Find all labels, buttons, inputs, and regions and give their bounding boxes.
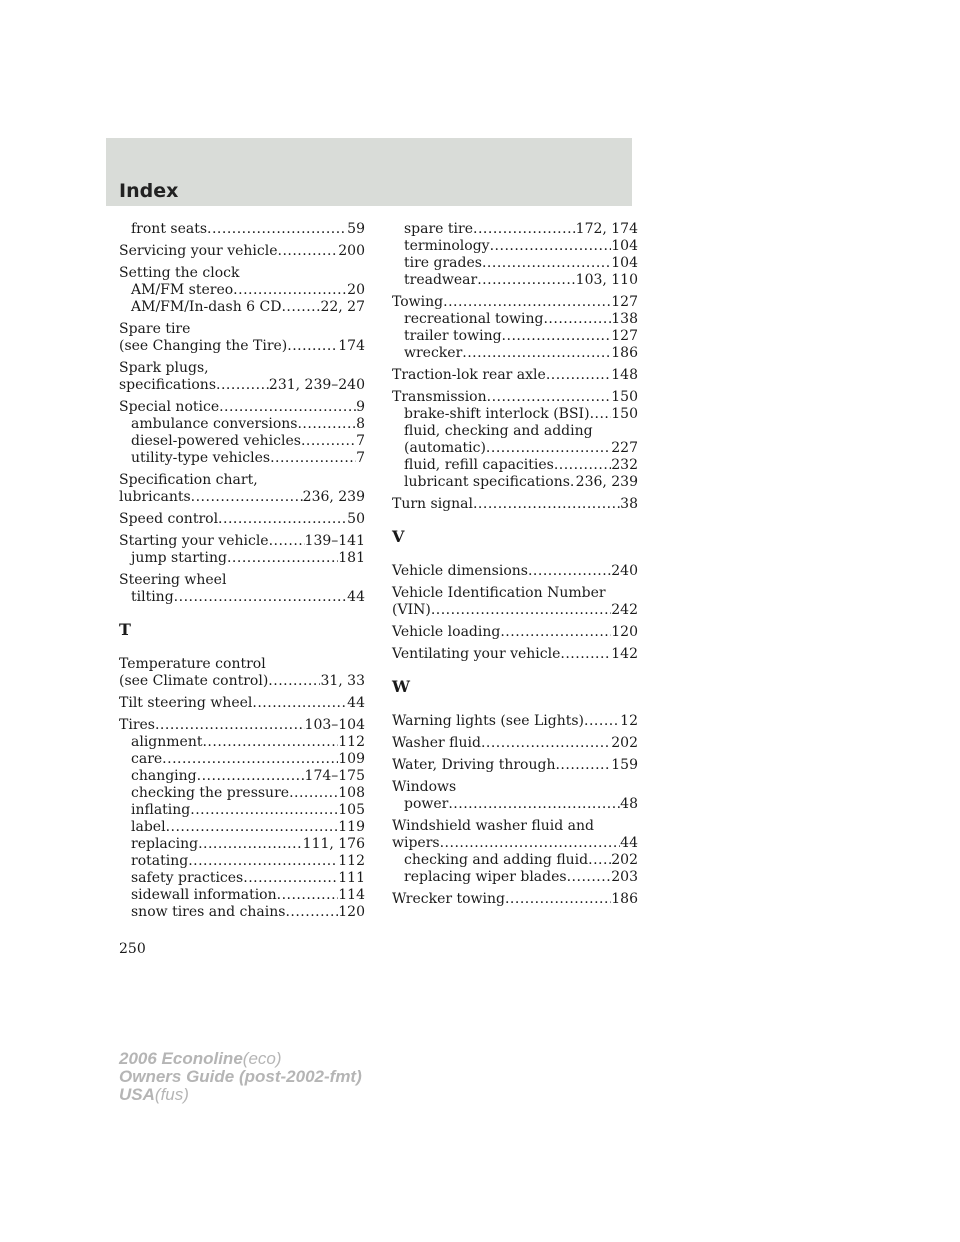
index-entry-line — [119, 360, 365, 377]
index-subentry-line — [119, 282, 365, 299]
page-reference: 203 — [611, 869, 638, 885]
page-reference: 114 — [338, 887, 365, 903]
dot-leader — [202, 734, 338, 751]
dot-leader — [197, 768, 305, 785]
entry-text: Vehicle dimensions — [392, 563, 528, 579]
footer-model-code: (eco) — [242, 1049, 282, 1068]
index-entry-line — [119, 377, 365, 394]
page-reference: 59 — [347, 221, 365, 237]
page-reference: 119 — [338, 819, 365, 835]
dot-leader — [546, 367, 611, 384]
dot-leader — [190, 802, 338, 819]
index-entry-line — [119, 673, 365, 690]
page-reference: 138 — [611, 311, 638, 327]
index-entry — [392, 735, 638, 752]
page-title: Index — [119, 180, 179, 202]
index-subentry-line — [392, 406, 638, 423]
page-reference: 186 — [611, 345, 638, 361]
page-reference: 38 — [620, 496, 638, 512]
page-reference: 120 — [611, 624, 638, 640]
footer-market-code: (fus) — [154, 1085, 189, 1104]
index-entry-line — [392, 735, 638, 752]
index-entry — [119, 533, 365, 567]
index-subentry-line — [119, 768, 365, 785]
entry-text: fluid, checking and adding — [404, 423, 593, 439]
entry-text: AM/FM stereo — [131, 282, 234, 298]
index-entry-line — [392, 713, 638, 730]
page-reference: 120 — [338, 904, 365, 920]
dot-leader — [270, 450, 356, 467]
page-reference: 109 — [338, 751, 365, 767]
index-column-left — [119, 221, 365, 926]
page-reference: 142 — [611, 646, 638, 662]
header-band — [106, 138, 632, 206]
entry-text: diesel-powered vehicles — [131, 433, 301, 449]
entry-text: brake-shift interlock (BSI) — [404, 406, 590, 422]
footer-line-2 — [119, 1068, 362, 1086]
dot-leader — [278, 243, 339, 260]
index-subentry-line — [392, 311, 638, 328]
dot-leader — [243, 870, 338, 887]
index-entry-line — [119, 321, 365, 338]
entry-text: checking and adding fluid — [404, 852, 589, 868]
entry-text: specifications — [119, 377, 217, 393]
index-entry — [392, 818, 638, 886]
index-entry — [392, 713, 638, 730]
dot-leader — [207, 221, 347, 238]
entry-text: spare tire — [404, 221, 474, 237]
entry-text: Steering wheel — [119, 572, 227, 588]
dot-leader — [191, 489, 303, 506]
index-subentry-line — [392, 440, 638, 457]
dot-leader — [555, 757, 611, 774]
index-entry — [392, 779, 638, 813]
entry-text: Wrecker towing — [392, 891, 505, 907]
index-entry — [392, 624, 638, 641]
page-reference: 181 — [338, 550, 365, 566]
index-entry-line — [392, 818, 638, 835]
entry-text: replacing wiper blades — [404, 869, 567, 885]
entry-text: Spark plugs, — [119, 360, 209, 376]
entry-text: wrecker — [404, 345, 463, 361]
index-entry — [392, 496, 638, 513]
entry-text: Washer fluid — [392, 735, 481, 751]
index-subentry-line — [119, 853, 365, 870]
entry-text: (automatic) — [404, 440, 486, 456]
index-entry — [119, 360, 365, 394]
index-entry — [392, 563, 638, 580]
entry-text: Servicing your vehicle — [119, 243, 278, 259]
index-subentry-line — [392, 457, 638, 474]
page-reference: 44 — [347, 589, 365, 605]
page-reference: 104 — [611, 255, 638, 271]
page-reference: 174 — [338, 338, 365, 354]
index-subentry-line — [119, 299, 365, 316]
dot-leader — [166, 819, 339, 836]
page-reference: 44 — [620, 835, 638, 851]
entry-text: snow tires and chains — [131, 904, 286, 920]
dot-leader — [269, 533, 305, 550]
index-subentry-line — [119, 819, 365, 836]
index-entry — [392, 585, 638, 619]
dot-leader — [219, 399, 356, 416]
entry-text: Starting your vehicle — [119, 533, 269, 549]
entry-text: changing — [131, 768, 197, 784]
index-subentry-line — [119, 221, 365, 238]
index-entry — [119, 399, 365, 467]
index-entry-line — [392, 294, 638, 311]
page-reference: 202 — [611, 735, 638, 751]
index-entry — [119, 572, 365, 606]
index-subentry-line — [392, 474, 638, 491]
index-entry-line — [392, 563, 638, 580]
index-entry-line — [392, 389, 638, 406]
dot-leader — [174, 589, 348, 606]
page-reference: 139–141 — [304, 533, 365, 549]
entry-text: safety practices — [131, 870, 244, 886]
dot-leader — [482, 255, 611, 272]
page-reference: 150 — [611, 406, 638, 422]
page-reference: 186 — [611, 891, 638, 907]
entry-text: label — [131, 819, 166, 835]
index-subentry-line — [119, 589, 365, 606]
index-subentry-line — [392, 796, 638, 813]
index-subentry-line — [119, 904, 365, 921]
page-reference: 112 — [338, 734, 365, 750]
index-entry-line — [119, 656, 365, 673]
entry-text: lubricant specifications — [404, 474, 570, 490]
dot-leader — [486, 440, 611, 457]
dot-leader — [528, 563, 611, 580]
entry-text: Windows — [392, 779, 457, 795]
page-reference: 103–104 — [304, 717, 365, 733]
index-subentry-line — [119, 416, 365, 433]
document-footer — [119, 1050, 362, 1104]
entry-text: jump starting — [131, 550, 227, 566]
dot-leader — [198, 836, 303, 853]
page-reference: 174–175 — [304, 768, 365, 784]
index-entry — [119, 511, 365, 528]
index-subentry-line — [119, 734, 365, 751]
dot-leader — [443, 294, 611, 311]
entry-text: Towing — [392, 294, 444, 310]
index-entry — [119, 717, 365, 921]
index-entry — [119, 656, 365, 690]
index-entry-line — [392, 646, 638, 663]
entry-text: Temperature control — [119, 656, 266, 672]
dot-leader — [560, 646, 611, 663]
page-reference: 127 — [611, 294, 638, 310]
entry-text: recreational towing — [404, 311, 544, 327]
dot-leader — [567, 869, 612, 886]
index-subentry-line — [119, 802, 365, 819]
dot-leader — [500, 624, 611, 641]
dot-leader — [216, 377, 269, 394]
dot-leader — [487, 389, 612, 406]
index-subentry-line — [392, 272, 638, 289]
footer-line-3 — [119, 1086, 362, 1104]
page-reference: 227 — [611, 440, 638, 456]
dot-leader — [477, 272, 575, 289]
page-reference: 172, 174 — [575, 221, 638, 237]
entry-text: Tilt steering wheel — [119, 695, 253, 711]
entry-text: trailer towing — [404, 328, 502, 344]
page-reference: 108 — [338, 785, 365, 801]
index-entry-line — [392, 779, 638, 796]
page-reference: 127 — [611, 328, 638, 344]
entry-text: Turn signal — [392, 496, 473, 512]
footer-market: USA — [119, 1085, 155, 1104]
entry-text: tilting — [131, 589, 174, 605]
index-entry-line — [119, 399, 365, 416]
entry-text: rotating — [131, 853, 189, 869]
index-entry-line — [392, 496, 638, 513]
entry-text: Water, Driving through — [392, 757, 556, 773]
page-reference: 202 — [611, 852, 638, 868]
dot-leader — [448, 796, 620, 813]
entry-text: Traction-lok rear axle — [392, 367, 546, 383]
entry-text: inflating — [131, 802, 191, 818]
page-reference: 103, 110 — [575, 272, 638, 288]
entry-text: terminology — [404, 238, 490, 254]
index-entry-line — [119, 511, 365, 528]
page-reference: 150 — [611, 389, 638, 405]
page-reference: 104 — [611, 238, 638, 254]
entry-text: Tires — [119, 717, 155, 733]
page-reference: 9 — [356, 399, 365, 415]
footer-line-1 — [119, 1050, 362, 1068]
index-entry-line — [119, 695, 365, 712]
page-reference: 232 — [611, 457, 638, 473]
index-entry — [119, 243, 365, 260]
entry-text: AM/FM/In-dash 6 CD — [131, 299, 282, 315]
index-entry-line — [119, 533, 365, 550]
page-reference: 7 — [356, 433, 365, 449]
dot-leader — [590, 406, 612, 423]
entry-text: Transmission — [392, 389, 487, 405]
entry-text: (see Changing the Tire) — [119, 338, 288, 354]
page-reference: 44 — [347, 695, 365, 711]
entry-text: Windshield washer fluid and — [392, 818, 594, 834]
dot-leader — [162, 751, 338, 768]
page-reference: 12 — [620, 713, 638, 729]
section-letter: V — [392, 527, 405, 546]
dot-leader — [584, 713, 620, 730]
page-reference: 242 — [611, 602, 638, 618]
index-entry-line — [392, 835, 638, 852]
dot-leader — [277, 887, 339, 904]
page-reference: 236, 239 — [302, 489, 365, 505]
index-entry — [392, 646, 638, 663]
page-reference: 50 — [347, 511, 365, 527]
dot-leader — [218, 511, 347, 528]
index-entry — [392, 389, 638, 491]
index-entry — [392, 221, 638, 289]
index-entry — [119, 265, 365, 316]
entry-text: Specification chart, — [119, 472, 258, 488]
entry-text: Setting the clock — [119, 265, 240, 281]
dot-leader — [155, 717, 305, 734]
section-letter: T — [119, 620, 131, 639]
index-entry-line — [392, 757, 638, 774]
index-entry — [119, 221, 365, 238]
entry-text: lubricants — [119, 489, 191, 505]
footer-guide: Owners Guide (post-2002-fmt) — [119, 1067, 362, 1086]
entry-text: Ventilating your vehicle — [392, 646, 561, 662]
entry-text: checking the pressure — [131, 785, 290, 801]
dot-leader — [431, 602, 611, 619]
entry-text: wipers — [392, 835, 440, 851]
index-entry-line — [119, 265, 365, 282]
dot-leader — [227, 550, 338, 567]
index-entry-line — [392, 602, 638, 619]
dot-leader — [287, 338, 338, 355]
index-subentry-line — [119, 887, 365, 904]
index-subentry-line — [392, 221, 638, 238]
footer-model: 2006 Econoline — [119, 1049, 243, 1068]
dot-leader — [440, 835, 621, 852]
entry-text: care — [131, 751, 163, 767]
index-subentry-line — [119, 550, 365, 567]
index-subentry-line — [119, 785, 365, 802]
entry-text: Spare tire — [119, 321, 191, 337]
page-number: 250 — [119, 941, 146, 957]
entry-text: front seats — [131, 221, 208, 237]
dot-leader — [505, 891, 611, 908]
dot-leader — [490, 238, 612, 255]
page-reference: 48 — [620, 796, 638, 812]
dot-leader — [473, 496, 620, 513]
entry-text: treadwear — [404, 272, 478, 288]
dot-leader — [289, 785, 338, 802]
index-subentry-line — [392, 238, 638, 255]
page-reference: 105 — [338, 802, 365, 818]
index-subentry-line — [392, 423, 638, 440]
dot-leader — [233, 282, 347, 299]
index-subentry-line — [392, 852, 638, 869]
dot-leader — [281, 299, 320, 316]
index-entry-line — [119, 338, 365, 355]
entry-text: alignment — [131, 734, 203, 750]
page-reference: 22, 27 — [320, 299, 365, 315]
index-subentry-line — [119, 870, 365, 887]
entry-text: fluid, refill capacities — [404, 457, 554, 473]
index-entry — [119, 472, 365, 506]
entry-text: Speed control — [119, 511, 219, 527]
page-reference: 148 — [611, 367, 638, 383]
index-entry-line — [392, 585, 638, 602]
dot-leader — [301, 433, 356, 450]
index-entry-line — [119, 572, 365, 589]
dot-leader — [473, 221, 576, 238]
index-subentry-line — [392, 869, 638, 886]
dot-leader — [285, 904, 338, 921]
index-subentry-line — [392, 255, 638, 272]
dot-leader — [481, 735, 611, 752]
page-reference: 31, 33 — [320, 673, 365, 689]
section-letter: W — [392, 677, 410, 696]
entry-text: replacing — [131, 836, 199, 852]
index-subentry-line — [119, 836, 365, 853]
entry-text: utility-type vehicles — [131, 450, 271, 466]
index-entry-line — [392, 624, 638, 641]
page-reference: 200 — [338, 243, 365, 259]
page-reference: 8 — [356, 416, 365, 432]
entry-text: (VIN) — [392, 602, 431, 618]
index-entry — [392, 757, 638, 774]
index-entry — [392, 891, 638, 908]
dot-leader — [297, 416, 356, 433]
dot-leader — [462, 345, 611, 362]
index-entry-line — [392, 891, 638, 908]
entry-text: Warning lights (see Lights) — [392, 713, 585, 729]
index-entry-line — [119, 472, 365, 489]
entry-text: ambulance conversions — [131, 416, 298, 432]
index-entry — [392, 294, 638, 362]
index-entry-line — [392, 367, 638, 384]
index-entry-line — [119, 243, 365, 260]
page-reference: 240 — [611, 563, 638, 579]
index-entry — [392, 367, 638, 384]
page-reference: 231, 239–240 — [268, 377, 365, 393]
dot-leader — [554, 457, 611, 474]
index-subentry-line — [119, 450, 365, 467]
index-entry-line — [119, 489, 365, 506]
index-entry — [119, 321, 365, 355]
index-entry — [119, 695, 365, 712]
page-reference: 112 — [338, 853, 365, 869]
entry-text: tire grades — [404, 255, 482, 271]
dot-leader — [502, 328, 612, 345]
index-subentry-line — [119, 751, 365, 768]
entry-text: Vehicle loading — [392, 624, 501, 640]
page-reference: 7 — [356, 450, 365, 466]
index-column-right — [392, 221, 638, 913]
page-reference: 236, 239 — [575, 474, 638, 490]
index-subentry-line — [119, 433, 365, 450]
entry-text: Vehicle Identification Number — [392, 585, 606, 601]
entry-text: power — [404, 796, 449, 812]
dot-leader — [588, 852, 611, 869]
dot-leader — [543, 311, 611, 328]
index-subentry-line — [392, 345, 638, 362]
page-reference: 20 — [347, 282, 365, 298]
entry-text: Special notice — [119, 399, 220, 415]
entry-text: sidewall information — [131, 887, 277, 903]
dot-leader — [268, 673, 320, 690]
dot-leader — [252, 695, 347, 712]
entry-text: (see Climate control) — [119, 673, 269, 689]
page-reference: 159 — [611, 757, 638, 773]
page-reference: 111, 176 — [302, 836, 365, 852]
index-entry-line — [119, 717, 365, 734]
dot-leader — [188, 853, 338, 870]
page-reference: 111 — [338, 870, 365, 886]
index-subentry-line — [392, 328, 638, 345]
